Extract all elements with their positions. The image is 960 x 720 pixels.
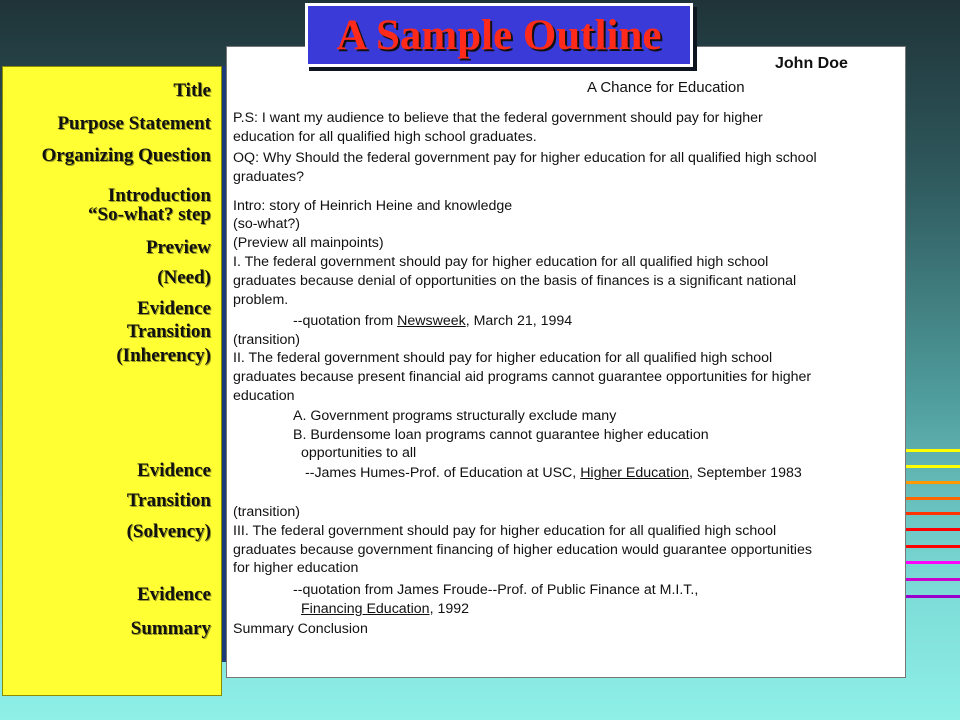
decorative-stripe: [906, 481, 960, 484]
label-solvency: (Solvency): [126, 521, 211, 542]
quote-1-line: [293, 312, 572, 330]
label-so-what-step: “So-what? step: [88, 204, 211, 225]
point-3-line-1: III. The federal government should pay for higher education for all qualified high school: [233, 523, 777, 539]
quote-3-suffix: , 1992: [429, 601, 470, 617]
preview-line: (Preview all mainpoints): [233, 235, 384, 251]
label-need: (Need): [157, 267, 211, 288]
quote-1-suffix: , March 21, 1994: [465, 313, 573, 329]
point-2a-line: A. Government programs structurally exclude many: [293, 408, 617, 424]
point-1-line-3: problem.: [233, 292, 289, 308]
point-1-line-2: graduates because denial of opportunities on the basis of finances is a significant national: [233, 273, 797, 289]
label-evidence-2: Evidence: [137, 460, 211, 481]
quote-3-line-2: [301, 600, 469, 618]
point-2b-line-2: opportunities to all: [301, 445, 417, 461]
intro-line: Intro: story of Heinrich Heine and knowledge: [233, 198, 513, 214]
decorative-stripe: [906, 561, 960, 564]
point-2-line-3: education: [233, 388, 295, 404]
point-3-line-3: for higher education: [233, 560, 359, 576]
label-evidence-3: Evidence: [137, 584, 211, 605]
point-2b-line-1: B. Burdensome loan programs cannot guarantee higher education: [293, 427, 709, 443]
point-1-line-1: I. The federal government should pay for higher education for all qualified high school: [233, 254, 769, 270]
decorative-stripe: [906, 449, 960, 452]
label-evidence-1: Evidence: [137, 298, 211, 319]
transition-1-line: (transition): [233, 332, 301, 348]
outline-document: [226, 46, 906, 678]
quote-2-prefix: --James Humes-Prof. of Education at USC,: [305, 465, 581, 481]
organizing-question-line-1: OQ: Why Should the federal government pay for higher education for all qualified high school: [233, 150, 817, 166]
quote-1-prefix: --quotation from: [293, 313, 398, 329]
slide-title: A Sample Outline: [336, 11, 662, 59]
decorative-stripe: [906, 497, 960, 500]
label-purpose-statement: Purpose Statement: [57, 113, 211, 134]
organizing-question-line-2: graduates?: [233, 169, 304, 185]
quote-3-source: Financing Education: [301, 601, 430, 617]
so-what-line: (so-what?): [233, 216, 301, 232]
label-summary: Summary: [130, 618, 211, 639]
decorative-stripe: [906, 528, 960, 531]
point-2-line-1: II. The federal government should pay for higher education for all qualified high school: [233, 350, 773, 366]
label-title: Title: [173, 80, 211, 101]
label-introduction: Introduction: [107, 185, 211, 206]
purpose-statement-line-1: P.S: I want my audience to believe that the federal government should pay for higher: [233, 110, 763, 126]
label-inherency: (Inherency): [116, 345, 211, 366]
label-organizing-question: Organizing Question: [41, 145, 211, 166]
decorative-stripe: [906, 512, 960, 515]
quote-1-source: Newsweek: [397, 313, 466, 329]
slide-title-box: [305, 3, 693, 67]
point-2-line-2: graduates because present financial aid programs cannot guarantee opportunities for higher: [233, 369, 812, 385]
label-preview: Preview: [145, 237, 211, 258]
speech-title: A Chance for Education: [587, 79, 745, 96]
quote-2-line: [305, 464, 802, 482]
decorative-stripe: [906, 578, 960, 581]
quote-2-source: Higher Education: [580, 465, 690, 481]
quote-2-suffix: , September 1983: [689, 465, 802, 481]
author-name: John Doe: [775, 55, 848, 72]
decorative-stripe: [906, 595, 960, 598]
transition-2-line: (transition): [233, 504, 301, 520]
outline-labels-panel: [2, 66, 222, 696]
label-transition-1: Transition: [126, 321, 211, 342]
decorative-stripe: [906, 545, 960, 548]
point-3-line-2: graduates because government financing of higher education would guarantee opportunities: [233, 542, 812, 558]
decorative-stripe: [906, 465, 960, 468]
quote-3-line-1: --quotation from James Froude--Prof. of Public Finance at M.I.T.,: [293, 582, 699, 598]
purpose-statement-line-2: education for all qualified high school graduates.: [233, 129, 537, 145]
label-transition-2: Transition: [126, 490, 211, 511]
summary-line: Summary Conclusion: [233, 621, 368, 637]
